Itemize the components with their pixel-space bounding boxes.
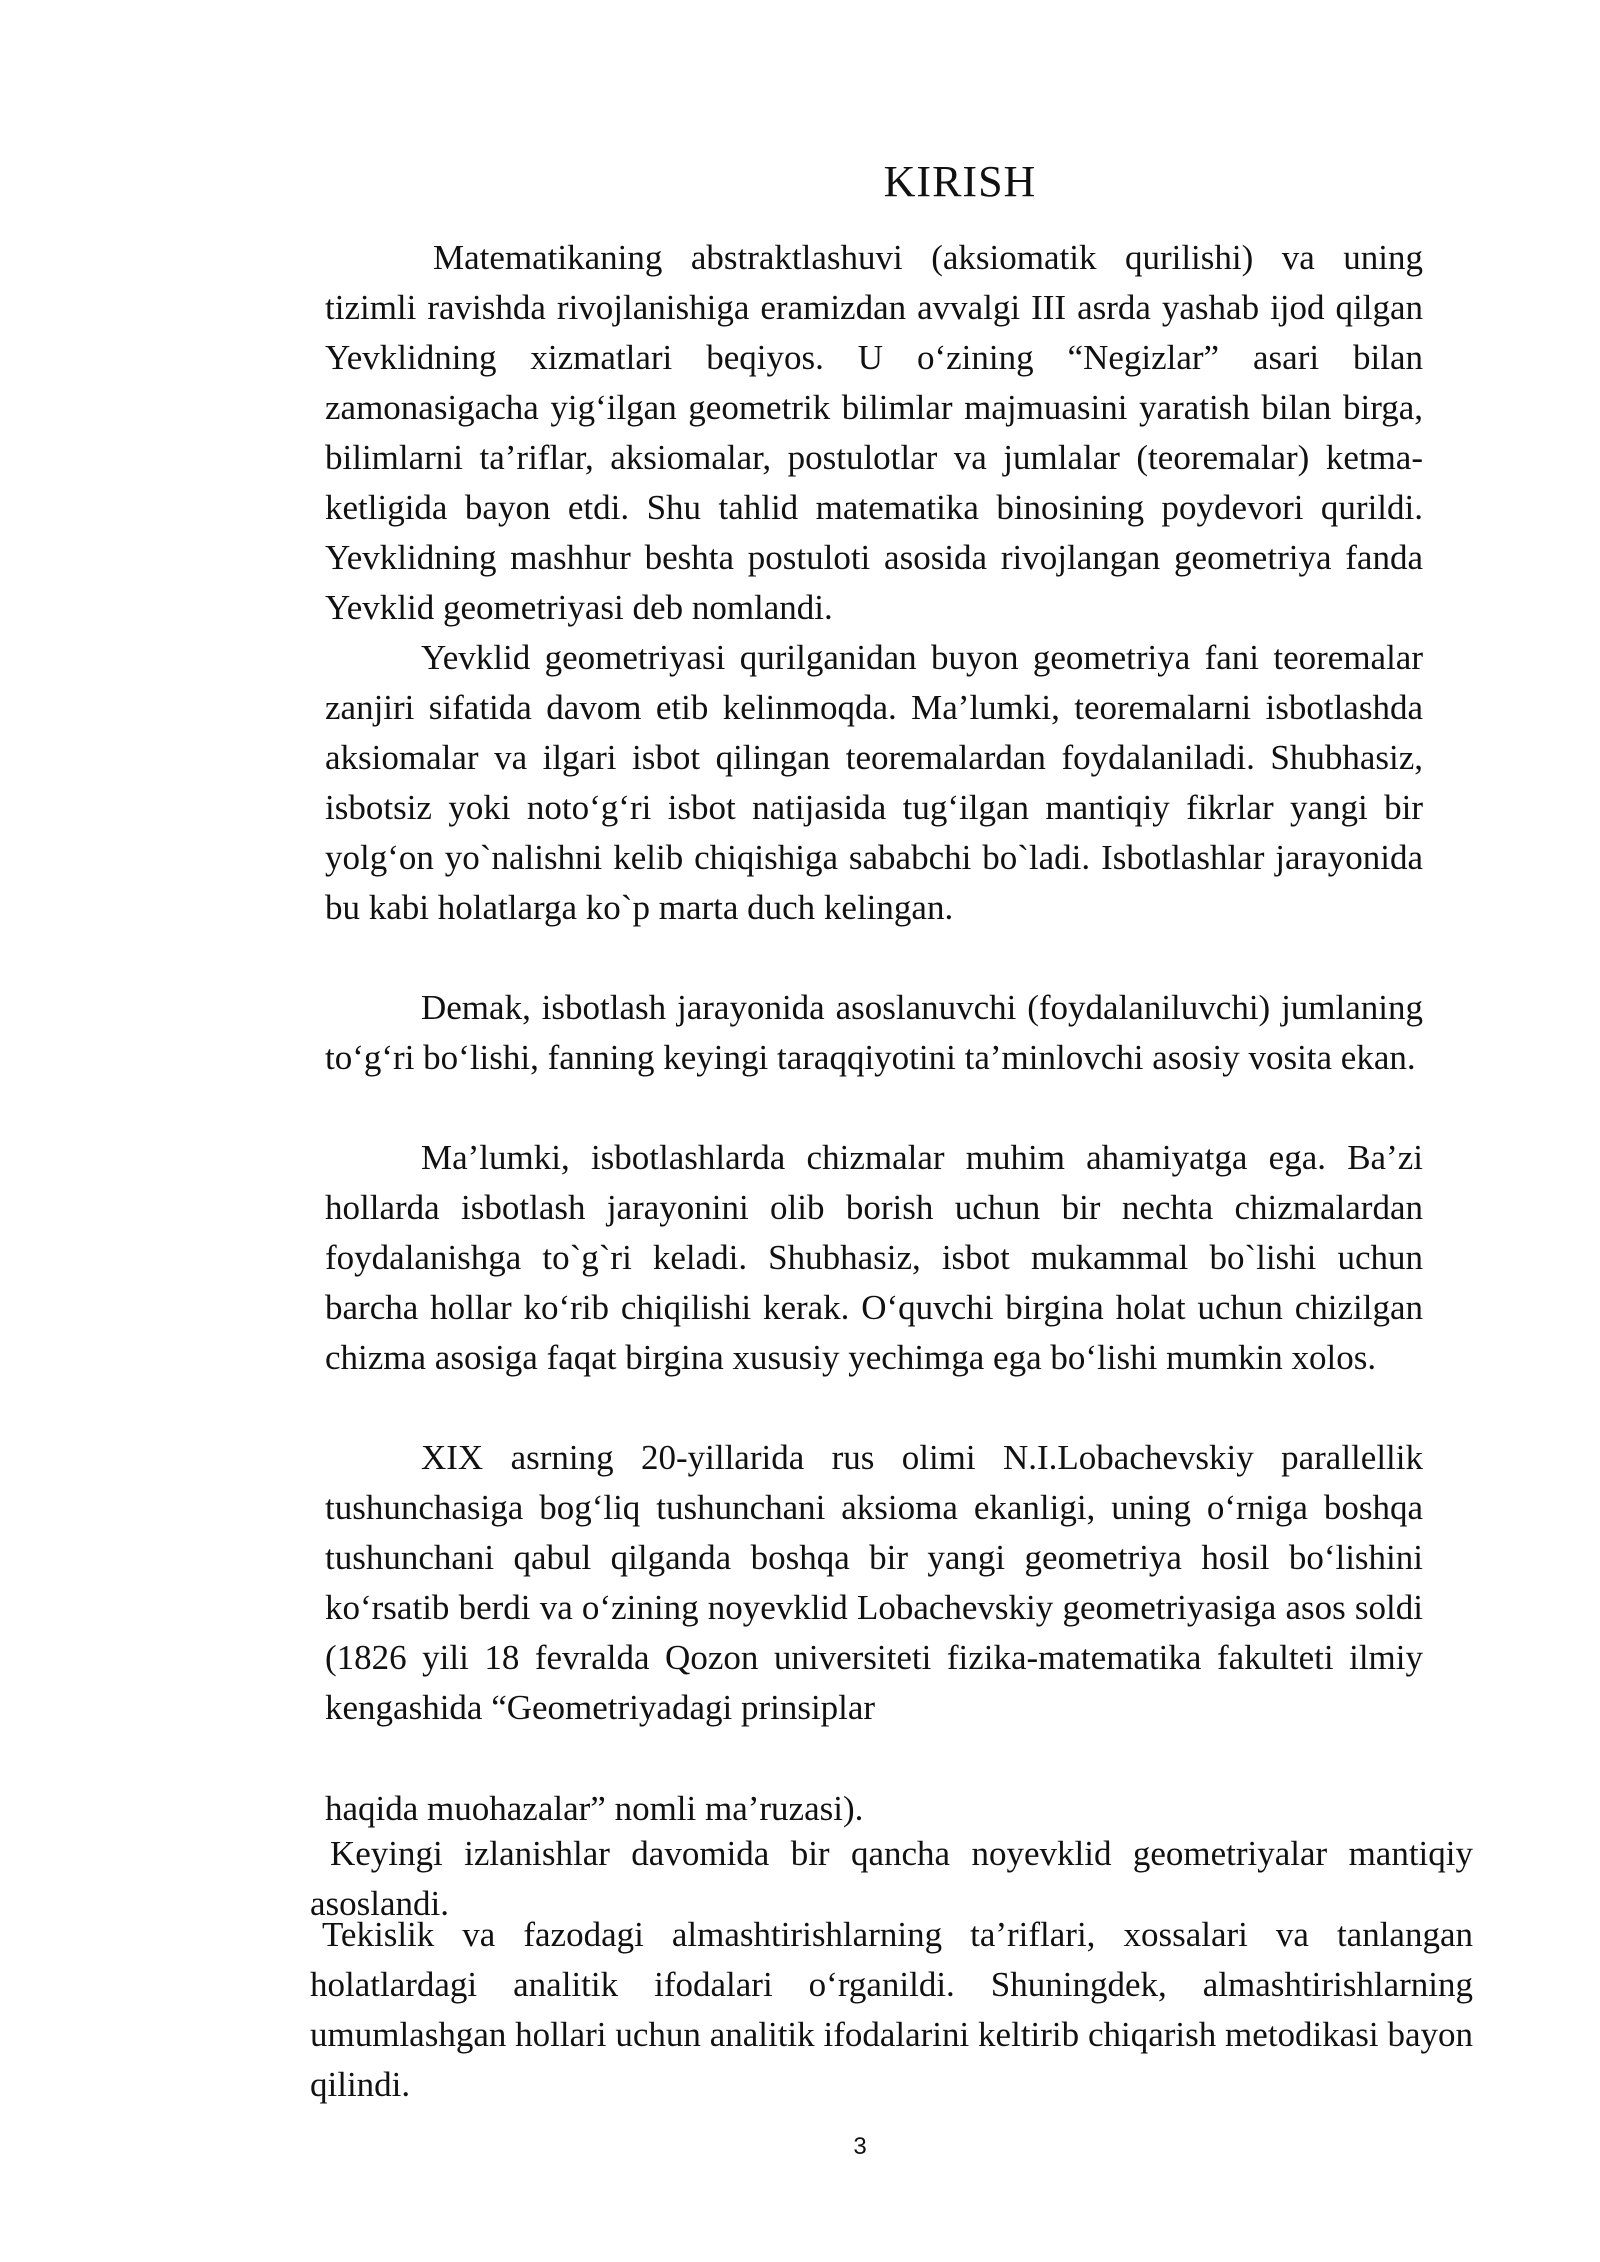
- intro-paragraph-block: [325, 233, 1423, 633]
- drawings-paragraph-block: [325, 1133, 1423, 1383]
- proof-importance-paragraph-block: [325, 983, 1423, 1083]
- paragraph: Ma’lumki, isbotlashlarda chizmalar muhim ahamiyatga ega. Ba’zi hollarda isbotlash jarayonini olib borish uchun bir nechta chizmalardan foydalanishga to`g`ri keladi. Shubhasiz, isbot mukammal bo`lishi uchun barcha hollar ko‘rib chiqilishi kerak. O‘quvchi birgina holat uchun chizilgan chizma asosiga faqat birgina xususiy yechimga ega bo‘lishi mumkin xolos.: [325, 1138, 1423, 1377]
- paragraph: Keyingi izlanishlar davomida bir qancha noyevklid geometriyalar mantiqiy asoslandi.: [310, 1834, 1473, 1923]
- paragraph: XIX asrning 20-yillarida rus olimi N.I.Lobachevskiy parallellik tushunchasiga bog‘liq tushunchani aksioma ekanligi, uning o‘rniga boshqa tushunchani qabul qilganda boshqa bir yangi geometriya hosil bo‘lishini ko‘rsatib berdi va o‘zining noyevklid Lobachevskiy geometriyasiga asos soldi (1826 yili 18 fevralda Qozon universiteti fizika-matematika fakulteti ilmiy kengashida “Geometriyadagi prinsiplar: [325, 1438, 1423, 1727]
- paragraph: Tekislik va fazodagi almashtirishlarning ta’riflari, xossalari va tanlangan holatlardagi analitik ifodalari o‘rganildi. Shuningdek, almashtirishlarning umumlashgan hollari uchun analitik ifodalarini keltirib chiqarish metodikasi bayon qilindi.: [310, 1915, 1473, 2104]
- page-number: 3: [853, 2133, 867, 2160]
- geometry-chain-paragraph-block: [325, 633, 1423, 933]
- paragraph: Demak, isbotlash jarayonida asoslanuvchi (foydalaniluvchi) jumlaning to‘g‘ri bo‘lishi, fanning keyingi taraqqiyotini ta’minlovchi asosiy vosita ekan.: [325, 988, 1423, 1077]
- lobachevsky-paragraph-tail: haqida muohazalar” nomli ma’ruzasi).: [325, 1789, 864, 1828]
- section-title: KIRISH: [883, 157, 1037, 206]
- paragraph: Matematikaning abstraktlashuvi (aksiomatik qurilishi) va uning tizimli ravishda rivojlanishiga eramizdan avvalgi III asrda yashab ijod qilgan Yevklidning xizmatlari beqiyos. U o‘zining “Negizlar” asari bilan zamonasigacha yig‘ilgan geometrik bilimlar majmuasini yaratish bilan birga, bilimlarni ta’riflar, aksiomalar, postulotlar va jumlalar (teoremalar) ketma-ketligida bayon etdi. Shu tahlid matematika binosining poydevori qurildi. Yevklidning mashhur beshta postuloti asosida rivojlangan geometriya fanda Yevklid geometriyasi deb nomlandi.: [325, 238, 1423, 627]
- lobachevsky-paragraph-block: [325, 1433, 1423, 1733]
- paragraph: Yevklid geometriyasi qurilganidan buyon geometriya fani teoremalar zanjiri sifatida davom etib kelinmoqda. Ma’lumki, teoremalarni isbotlashda aksiomalar va ilgari isbot qilingan teoremalardan foydalaniladi. Shubhasiz, isbotsiz yoki noto‘g‘ri isbot natijasida tug‘ilgan mantiqiy fikrlar yangi bir yolg‘on yo`nalishni kelib chiqishiga sababchi bo`ladi. Isbotlashlar jarayonida bu kabi holatlarga ko`p marta duch kelingan.: [325, 638, 1423, 927]
- transformations-paragraph-block: [310, 1910, 1473, 2110]
